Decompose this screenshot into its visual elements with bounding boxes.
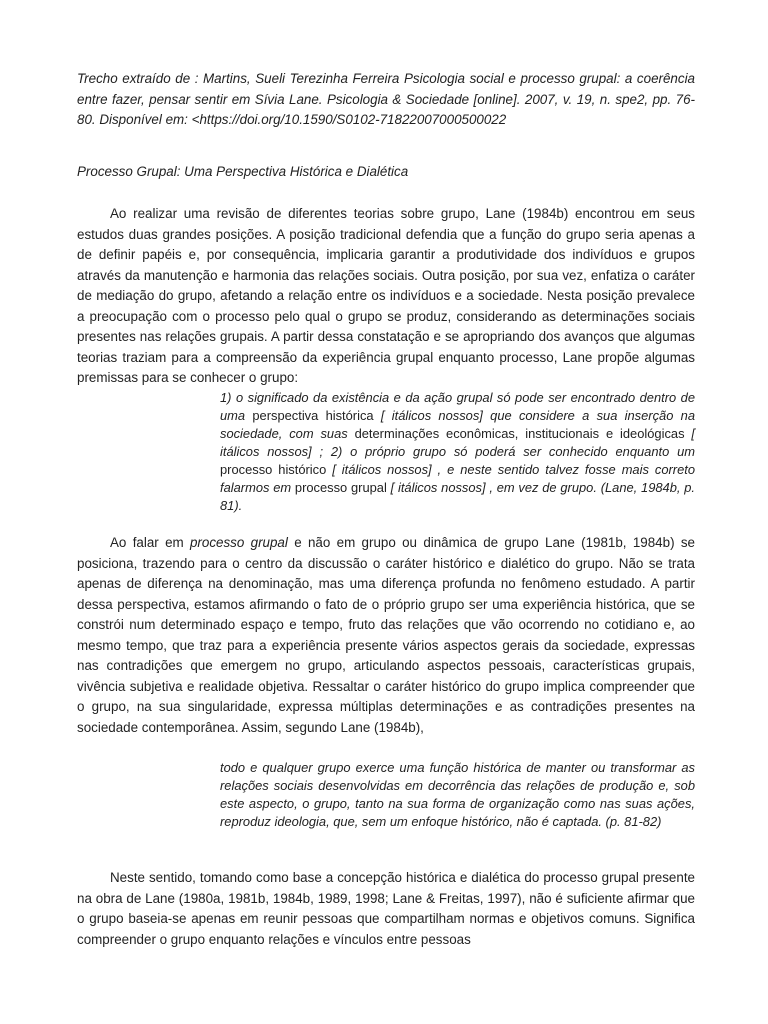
quote1-upright-3: processo histórico	[220, 462, 327, 477]
quote1-text-4: [ itálicos nossos] , e neste sentido talvez fosse mais correto falarmos em	[220, 462, 695, 495]
quote1-text-1: 1) o significado da existência e da ação grupal só pode ser encontrado dentro de uma	[220, 390, 695, 423]
quote1-text-5: [ itálicos nossos] , em vez de grupo. (Lane, 1984b, p. 81).	[220, 480, 695, 513]
quote1-upright-4: processo grupal	[294, 480, 387, 495]
quote1-text-3: [ itálicos nossos] ; 2) o próprio grupo só poderá ser conhecido enquanto um	[220, 426, 695, 459]
quote1-text-2: [ itálicos nossos] que considere a sua inserção na sociedade, com suas	[220, 408, 695, 441]
quote1-upright-2: determinações econômicas, institucionais e ideológicas	[354, 426, 685, 441]
quote1-upright-1: perspectiva histórica	[252, 408, 374, 423]
source-citation: Trecho extraído de : Martins, Sueli Terezinha Ferreira Psicologia social e processo grupal: a coerência entre fazer, pensar sentir em Sívia Lane. Psicologia & Sociedade [online]. 2007, v. 19, n. spe2, pp. 76-80. Disponível em: <https://doi.org/10.1590/S0102-71822007000500022	[77, 71, 695, 127]
paragraph-2	[77, 533, 695, 738]
block-quote-2: todo e qualquer grupo exerce uma função histórica de manter ou transformar as relações sociais desenvolvidas em decorrência das relações de produção e, sob este aspecto, o grupo, tanto na sua forma de organização como nas suas ações, reproduz ideologia, que, sem um enfoque histórico, não é captada. (p. 81-82)	[220, 760, 695, 829]
paragraph2-rest: e não em grupo ou dinâmica de grupo Lane (1981b, 1984b) se posiciona, trazendo para o centro da discussão o caráter histórico e dialético do grupo. Não se trata apenas de diferença na denominação, mas uma diferença profunda no fenômeno estudado. A partir dessa perspectiva, estamos afirmando o fato de o próprio grupo ser uma experiência histórica, que se constrói num determinado espaço e tempo, fruto das relações que vão ocorrendo no cotidiano e, ao mesmo tempo, que traz para a experiência presente vários aspectos gerais da sociedade, expressas nas contradições que emergem no grupo, articulando aspectos pessoais, características grupais, vivência subjetiva e realidade objetiva. Ressaltar o caráter histórico do grupo implica compreender que o grupo, na sua singularidade, expressa múltiplas determinações e as contradições presentes na sociedade contemporânea. Assim, segundo Lane (1984b),	[77, 535, 695, 735]
paragraph2-emphasis: processo grupal	[189, 535, 288, 550]
section-heading: Processo Grupal: Uma Perspectiva Histórica e Dialética	[77, 164, 409, 179]
paragraph2-lead: Ao falar em	[110, 535, 190, 550]
paragraph-1: Ao realizar uma revisão de diferentes teorias sobre grupo, Lane (1984b) encontrou em seus estudos duas grandes posições. A posição tradicional defendia que a função do grupo seria apenas a de definir papéis e, por consequência, implicaria garantir a produtividade dos indivíduos e grupos através da manutenção e harmonia das relações sociais. Outra posição, por sua vez, enfatiza o caráter de mediação do grupo, afetando a relação entre os indivíduos e a sociedade. Nesta posição prevalece a preocupação com o processo pelo qual o grupo se produz, considerando as determinações sociais presentes nas relações grupais. A partir dessa constatação e se apropriando dos avanços que algumas teorias traziam para a compreensão da experiência grupal enquanto processo, Lane propõe algumas premissas para se conhecer o grupo:	[77, 206, 695, 385]
paragraph-3: Neste sentido, tomando como base a concepção histórica e dialética do processo grupal presente na obra de Lane (1980a, 1981b, 1984b, 1989, 1998; Lane & Freitas, 1997), não é suficiente afirmar que o grupo baseia-se apenas em reunir pessoas que compartilham normas e objetivos comuns. Significa compreender o grupo enquanto relações e vínculos entre pessoas	[77, 870, 695, 947]
block-quote-1	[220, 389, 695, 515]
